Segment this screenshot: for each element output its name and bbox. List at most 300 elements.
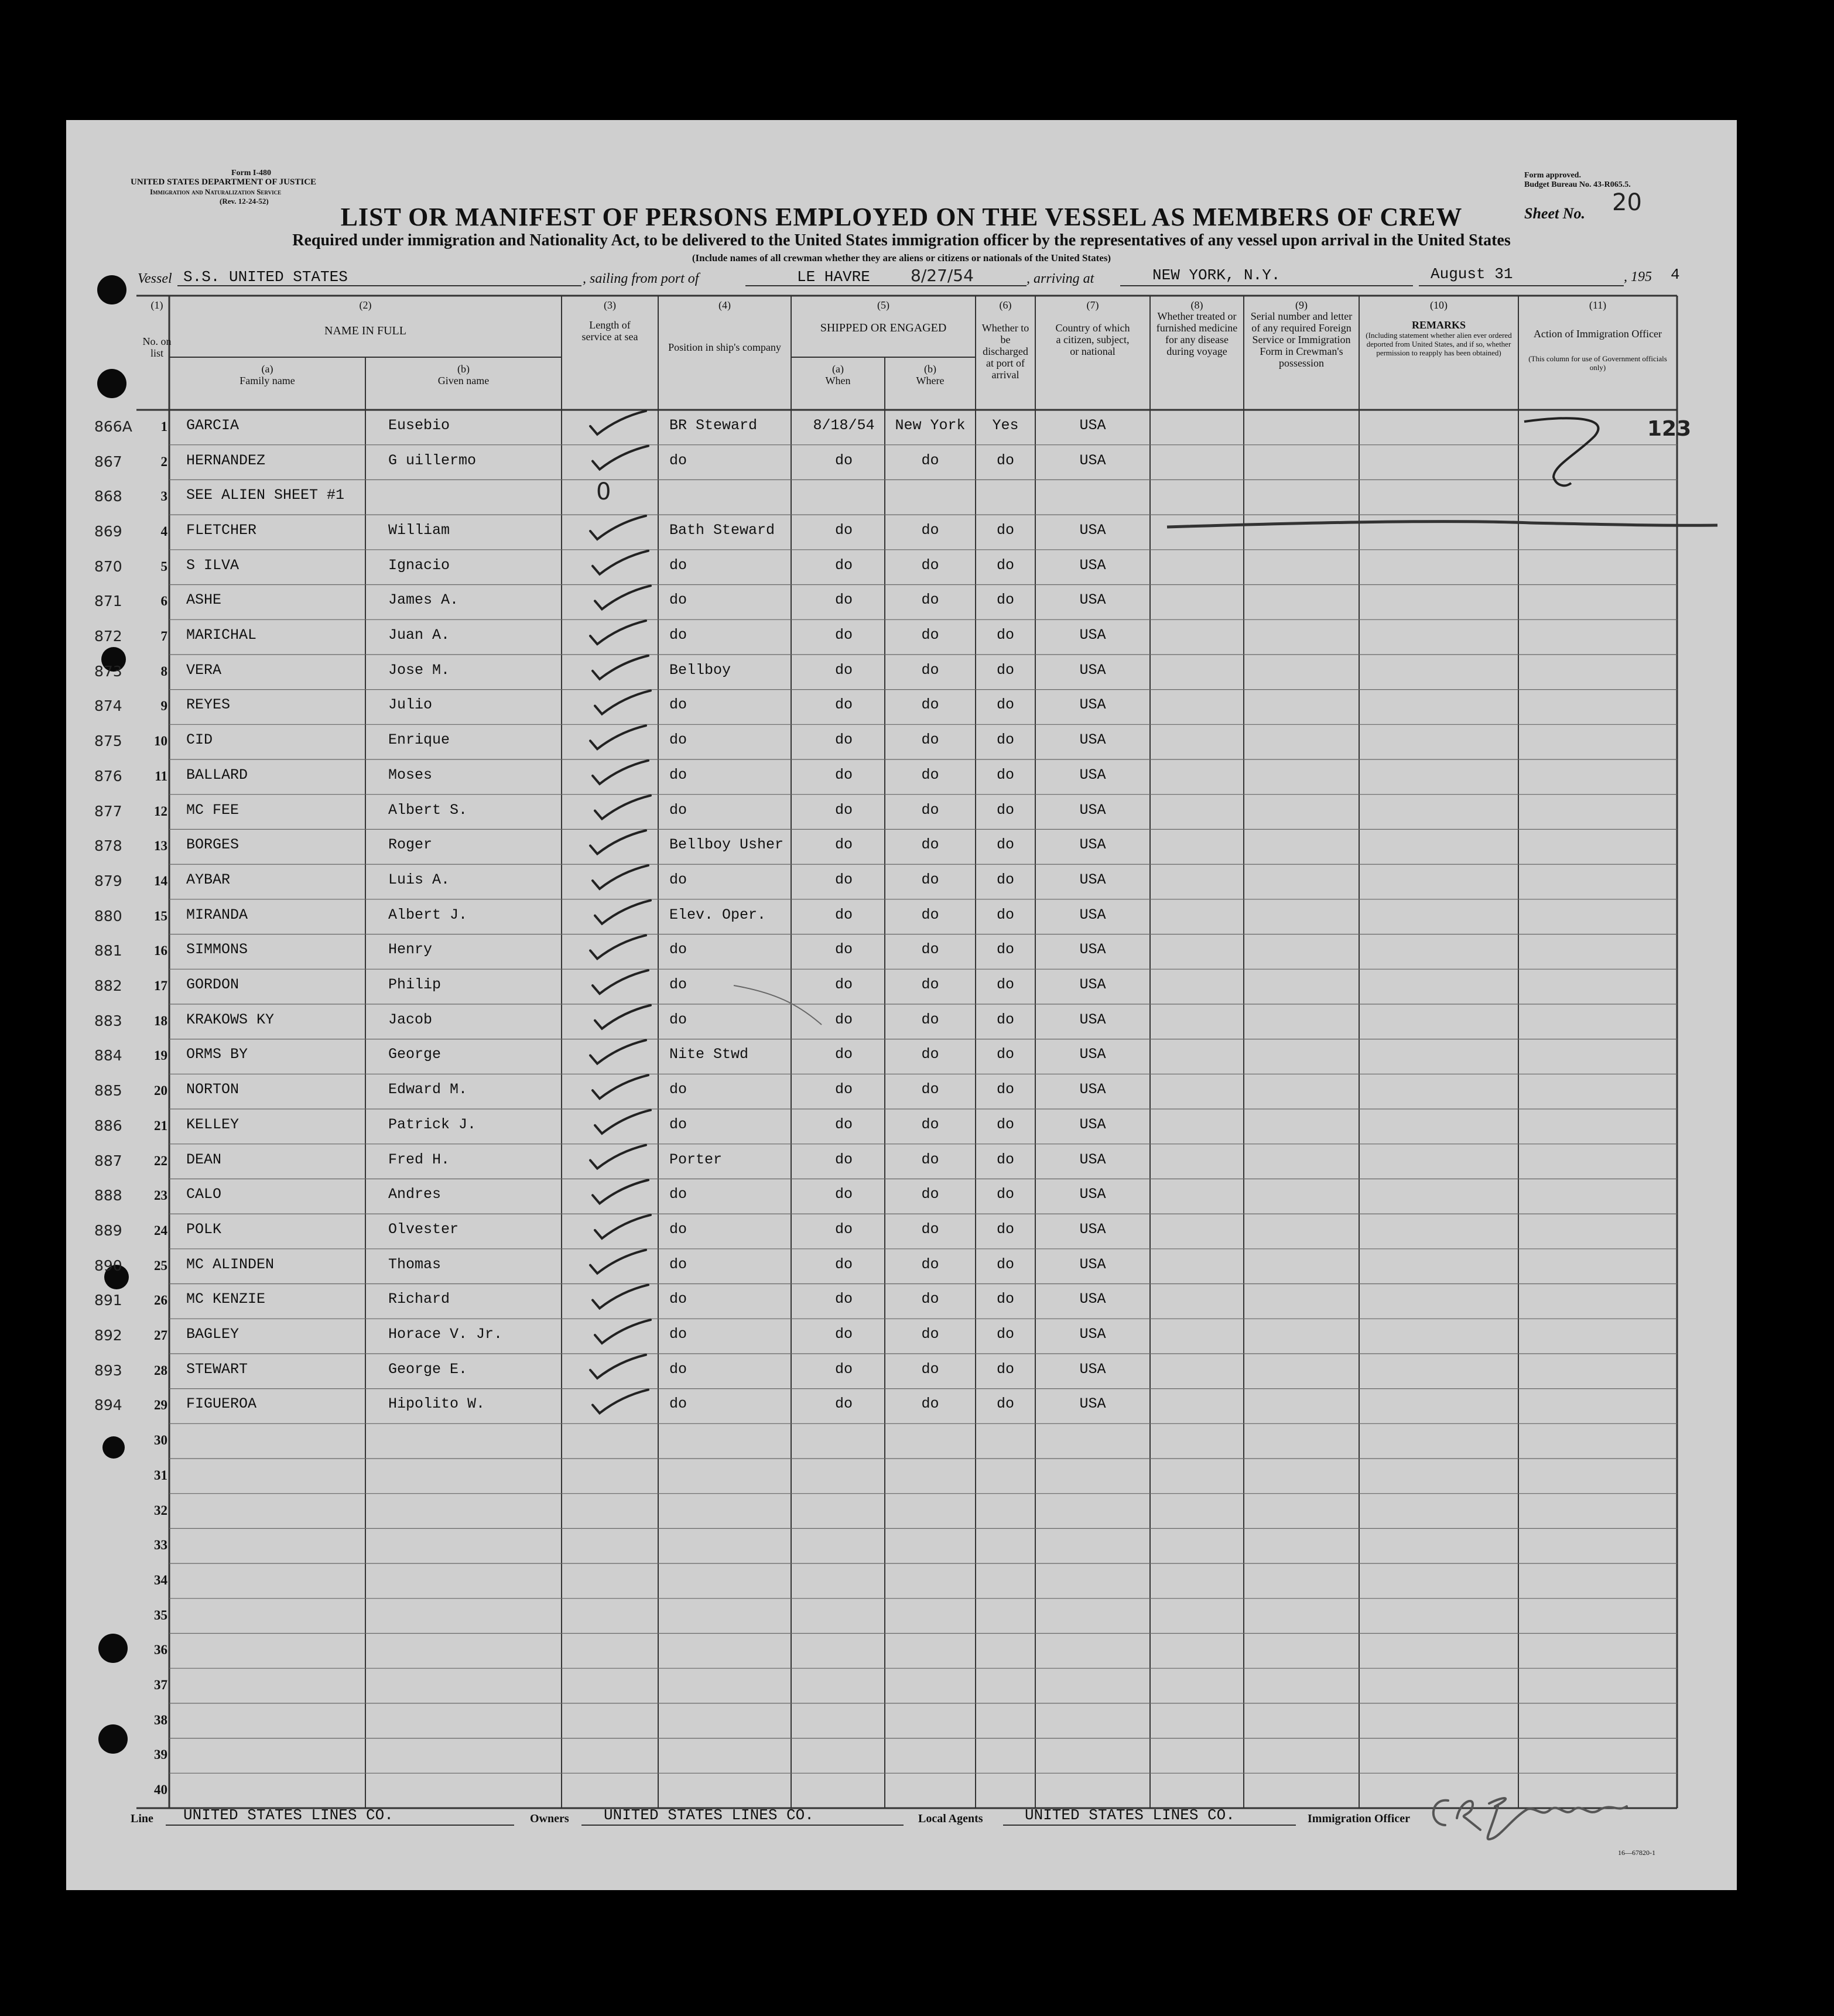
- row-number: 26: [154, 1293, 167, 1308]
- cell-where: do: [921, 976, 939, 994]
- cell-given: Ignacio: [388, 556, 450, 574]
- cell-given: Moses: [388, 766, 433, 783]
- cell-family: SEE ALIEN SHEET #1: [186, 487, 345, 504]
- cell-family: KRAKOWS KY: [186, 1011, 275, 1028]
- cell-discharged: do: [996, 696, 1014, 714]
- cell-where: do: [921, 696, 939, 714]
- cell-country: USA: [1079, 1186, 1106, 1203]
- col9-number: (9): [1295, 299, 1308, 311]
- cell-where: do: [921, 836, 939, 854]
- cell-family: CID: [186, 731, 213, 749]
- cell-given: Philip: [388, 976, 442, 994]
- cell-discharged: do: [996, 1291, 1014, 1308]
- row-number: 24: [154, 1223, 167, 1238]
- cell-where: New York: [895, 416, 966, 434]
- cell-position: do: [669, 1081, 687, 1098]
- row-number: 33: [154, 1538, 167, 1553]
- cell-when: do: [834, 766, 853, 783]
- col7-header: Country of which a citizen, subject, or national: [1055, 322, 1130, 357]
- cell-when: do: [834, 1115, 853, 1133]
- row-number: 11: [155, 768, 167, 783]
- cell-country: USA: [1079, 1115, 1106, 1133]
- cell-family: FLETCHER: [186, 521, 257, 539]
- cell-position: do: [669, 1395, 687, 1413]
- col10-header: REMARKS: [1411, 319, 1466, 331]
- margin-number: 872: [94, 628, 122, 645]
- row-number: 10: [154, 734, 167, 749]
- margin-number: 887: [94, 1152, 122, 1169]
- row-number: 2: [160, 454, 167, 469]
- line-label: Line: [131, 1812, 153, 1825]
- cell-position: do: [669, 1360, 687, 1378]
- cell-when: do: [834, 1011, 853, 1028]
- cell-discharged: do: [996, 1326, 1014, 1343]
- cell-position: do: [669, 556, 687, 574]
- row-number: 36: [154, 1642, 167, 1658]
- cell-discharged: do: [996, 1395, 1014, 1413]
- cell-given: James A.: [388, 591, 459, 609]
- margin-number: 880: [94, 907, 122, 925]
- margin-number: 894: [94, 1397, 122, 1414]
- row-number: 3: [160, 489, 167, 504]
- cell-position: do: [669, 1115, 687, 1133]
- cell-when: do: [834, 1360, 853, 1378]
- cell-where: do: [921, 591, 939, 609]
- cell-discharged: do: [996, 976, 1014, 994]
- cell-discharged: do: [996, 451, 1014, 469]
- form-instruction-note: (Include names of all crewman whether they are aliens or citizens or nationals of the United States): [692, 252, 1111, 263]
- length-mark-row3: 0: [596, 478, 611, 505]
- cell-given: Juan A.: [388, 627, 450, 644]
- cell-country: USA: [1079, 556, 1106, 574]
- cell-discharged: do: [996, 836, 1014, 854]
- cell-where: do: [921, 1291, 939, 1308]
- cell-given: George: [388, 1046, 442, 1063]
- cell-position: do: [669, 1255, 687, 1273]
- cell-when: 8/18/54: [813, 416, 875, 434]
- margin-number: 882: [94, 977, 122, 995]
- cell-position: do: [669, 731, 687, 749]
- col1-number: (1): [150, 299, 163, 311]
- col5a-header: (a) When: [825, 363, 851, 386]
- cell-position: do: [669, 1011, 687, 1028]
- col10-number: (10): [1430, 299, 1448, 311]
- cell-discharged: do: [996, 1186, 1014, 1203]
- cell-discharged: do: [996, 871, 1014, 888]
- cell-given: Hipolito W.: [388, 1395, 485, 1413]
- agents-value: UNITED STATES LINES CO.: [1025, 1806, 1235, 1824]
- cell-position: do: [669, 766, 687, 783]
- cell-family: GORDON: [186, 976, 239, 994]
- cell-discharged: do: [996, 906, 1014, 923]
- cell-given: Jacob: [388, 1011, 433, 1028]
- cell-where: do: [921, 731, 939, 749]
- cell-where: do: [921, 661, 939, 679]
- cell-when: do: [834, 1186, 853, 1203]
- cell-when: do: [834, 661, 853, 679]
- cell-given: Andres: [388, 1186, 442, 1203]
- cell-discharged: do: [996, 591, 1014, 609]
- margin-number: 885: [94, 1082, 122, 1100]
- cell-discharged: do: [996, 731, 1014, 749]
- row-number: 28: [154, 1363, 167, 1378]
- margin-number: 867: [94, 453, 122, 470]
- action-number-123: 123: [1647, 417, 1692, 441]
- margin-number: 890: [94, 1257, 122, 1274]
- cell-when: do: [834, 941, 853, 959]
- margin-number: 879: [94, 872, 122, 889]
- margin-number: 891: [94, 1292, 122, 1309]
- cell-where: do: [921, 906, 939, 923]
- agents-label: Local Agents: [918, 1812, 983, 1825]
- row-number: 13: [154, 838, 167, 854]
- col2-number: (2): [359, 299, 372, 311]
- cell-when: do: [834, 976, 853, 994]
- col7-number: (7): [1086, 299, 1099, 311]
- cell-given: Edward M.: [388, 1081, 468, 1098]
- col3-number: (3): [604, 299, 616, 311]
- sailing-date: 8/27/54: [911, 266, 974, 285]
- vessel-label: Vessel: [138, 271, 172, 286]
- margin-number: 870: [94, 557, 122, 575]
- cell-family: BALLARD: [186, 766, 248, 783]
- cell-discharged: do: [996, 801, 1014, 819]
- cell-discharged: do: [996, 941, 1014, 959]
- cell-position: Bath Steward: [669, 521, 775, 539]
- cell-position: do: [669, 1186, 687, 1203]
- cell-when: do: [834, 1220, 853, 1238]
- cell-family: VERA: [186, 661, 222, 679]
- cell-where: do: [921, 556, 939, 574]
- cell-country: USA: [1079, 766, 1106, 783]
- cell-where: do: [921, 766, 939, 783]
- margin-number: 873: [94, 662, 122, 680]
- line-value: UNITED STATES LINES CO.: [183, 1806, 394, 1824]
- cell-country: USA: [1079, 801, 1106, 819]
- cell-country: USA: [1079, 906, 1106, 923]
- arriving-label: , arriving at: [1027, 271, 1094, 286]
- cell-given: Enrique: [388, 731, 450, 749]
- col3-header: Length of service at sea: [581, 319, 638, 343]
- cell-family: STEWART: [186, 1360, 248, 1378]
- cell-discharged: do: [996, 1081, 1014, 1098]
- cell-country: USA: [1079, 696, 1106, 714]
- cell-family: ORMS BY: [186, 1046, 248, 1063]
- cell-family: BORGES: [186, 836, 239, 854]
- margin-number: 892: [94, 1327, 122, 1344]
- row-number: 32: [154, 1502, 167, 1518]
- cell-where: do: [921, 1081, 939, 1098]
- cell-family: DEAN: [186, 1151, 222, 1168]
- margin-number: 878: [94, 837, 122, 855]
- cell-given: Albert S.: [388, 801, 468, 819]
- cell-when: do: [834, 1291, 853, 1308]
- col10-note: (Including statement whether alien ever ordered deported from United States, and if so, whether permission to reapply has been obtained): [1366, 331, 1512, 357]
- cell-family: MC ALINDEN: [186, 1255, 275, 1273]
- cell-where: do: [921, 1360, 939, 1378]
- margin-number: 881: [94, 942, 122, 960]
- approval-note: Form approved.: [1524, 171, 1581, 180]
- cell-country: USA: [1079, 1046, 1106, 1063]
- cell-when: do: [834, 451, 853, 469]
- arrival-port: NEW YORK, N.Y.: [1152, 266, 1281, 284]
- cell-where: do: [921, 521, 939, 539]
- owners-label: Owners: [530, 1812, 569, 1825]
- cell-discharged: do: [996, 1115, 1014, 1133]
- margin-number: 888: [94, 1187, 122, 1204]
- row-number: 5: [160, 559, 167, 574]
- row-number: 8: [160, 663, 167, 679]
- cell-family: MARICHAL: [186, 627, 257, 644]
- margin-number: 886: [94, 1117, 122, 1134]
- cell-family: BAGLEY: [186, 1326, 239, 1343]
- row-number: 7: [160, 629, 167, 644]
- row-number: 31: [154, 1467, 167, 1483]
- cell-discharged: do: [996, 1046, 1014, 1063]
- cell-where: do: [921, 1326, 939, 1343]
- cell-country: USA: [1079, 1011, 1106, 1028]
- departure-port: LE HAVRE: [797, 268, 870, 286]
- row-number: 29: [154, 1398, 167, 1413]
- cell-position: do: [669, 1326, 687, 1343]
- cell-country: USA: [1079, 1291, 1106, 1308]
- cell-country: USA: [1079, 451, 1106, 469]
- cell-where: do: [921, 1186, 939, 1203]
- row-number: 15: [154, 908, 167, 923]
- cell-position: Nite Stwd: [669, 1046, 749, 1063]
- cell-given: Fred H.: [388, 1151, 450, 1168]
- row-number: 22: [154, 1153, 167, 1168]
- col5-header: SHIPPED OR ENGAGED: [820, 321, 947, 334]
- cell-given: Henry: [388, 941, 433, 959]
- margin-number: 868: [94, 488, 122, 505]
- row-number: 38: [154, 1712, 167, 1727]
- margin-number: 883: [94, 1012, 122, 1029]
- revision-date: (Rev. 12-24-52): [220, 197, 269, 206]
- cell-when: do: [834, 591, 853, 609]
- cell-country: USA: [1079, 731, 1106, 749]
- cell-when: do: [834, 836, 853, 854]
- col4-header: Position in ship's company: [668, 341, 781, 353]
- cell-given: William: [388, 521, 450, 539]
- cell-family: ASHE: [186, 591, 222, 609]
- row-number: 12: [154, 803, 167, 819]
- row-number: 25: [154, 1258, 167, 1273]
- row-number: 23: [154, 1188, 167, 1203]
- margin-number: 893: [94, 1361, 122, 1379]
- cell-discharged: do: [996, 1255, 1014, 1273]
- cell-when: do: [834, 1081, 853, 1098]
- margin-number: 875: [94, 733, 122, 750]
- cell-where: do: [921, 1151, 939, 1168]
- cell-where: do: [921, 1255, 939, 1273]
- col8-number: (8): [1190, 299, 1203, 311]
- cell-when: do: [834, 801, 853, 819]
- cell-when: do: [834, 1151, 853, 1168]
- col11-number: (11): [1589, 299, 1607, 311]
- form-title: LIST OR MANIFEST OF PERSONS EMPLOYED ON THE VESSEL AS MEMBERS OF CREW: [340, 203, 1463, 231]
- col9-header: Serial number and letter of any required Foreign Service or Immigration Form in Crewman's possession: [1250, 310, 1353, 369]
- row-number: 34: [154, 1572, 167, 1587]
- cell-country: USA: [1079, 1255, 1106, 1273]
- col2a-header: (a) Family name: [239, 363, 295, 386]
- cell-discharged: do: [996, 1220, 1014, 1238]
- cell-country: USA: [1079, 591, 1106, 609]
- cell-family: MC FEE: [186, 801, 239, 819]
- cell-where: do: [921, 627, 939, 644]
- cell-given: Roger: [388, 836, 433, 854]
- row-number: 6: [160, 594, 167, 609]
- owners-value: UNITED STATES LINES CO.: [604, 1806, 814, 1824]
- col11-header: Action of Immigration Officer: [1533, 328, 1662, 340]
- cell-when: do: [834, 696, 853, 714]
- cell-given: Luis A.: [388, 871, 450, 888]
- row-number: 35: [154, 1607, 167, 1623]
- cell-position: BR Steward: [669, 416, 758, 434]
- cell-given: Thomas: [388, 1255, 442, 1273]
- sailing-label: , sailing from port of: [583, 271, 699, 286]
- cell-when: do: [834, 521, 853, 539]
- row-number: 14: [154, 873, 167, 888]
- cell-discharged: do: [996, 1011, 1014, 1028]
- cell-family: AYBAR: [186, 871, 231, 888]
- margin-number: 869: [94, 522, 122, 540]
- cell-position: do: [669, 941, 687, 959]
- cell-when: do: [834, 906, 853, 923]
- cell-given: Horace V. Jr.: [388, 1326, 503, 1343]
- cell-position: do: [669, 801, 687, 819]
- cell-family: MC KENZIE: [186, 1291, 266, 1308]
- row-number: 21: [154, 1118, 167, 1133]
- cell-position: Bellboy: [669, 661, 731, 679]
- cell-family: CALO: [186, 1186, 222, 1203]
- cell-given: Albert J.: [388, 906, 468, 923]
- row-number: 20: [154, 1083, 167, 1098]
- cell-family: S ILVA: [186, 556, 239, 574]
- cell-family: POLK: [186, 1220, 222, 1238]
- officer-signature: [1425, 1783, 1671, 1853]
- col4-number: (4): [718, 299, 731, 311]
- year-digit: 4: [1671, 266, 1680, 283]
- cell-position: do: [669, 871, 687, 888]
- cell-position: do: [669, 1220, 687, 1238]
- cell-given: Olvester: [388, 1220, 459, 1238]
- row-number: 37: [154, 1678, 167, 1693]
- margin-number: 866A: [94, 417, 132, 435]
- cell-when: do: [834, 556, 853, 574]
- row-number: 9: [160, 699, 167, 714]
- cell-country: USA: [1079, 1326, 1106, 1343]
- cell-country: USA: [1079, 1395, 1106, 1413]
- sheet-label: Sheet No.: [1524, 205, 1585, 222]
- cell-given: Eusebio: [388, 416, 450, 434]
- margin-number: 871: [94, 593, 122, 610]
- col5b-header: (b) Where: [916, 363, 945, 386]
- cell-country: USA: [1079, 416, 1106, 434]
- cell-when: do: [834, 871, 853, 888]
- cell-position: do: [669, 976, 687, 994]
- col6-header: Whether to be discharged at port of arrival: [981, 322, 1029, 381]
- row-number: 19: [154, 1048, 167, 1063]
- cell-family: HERNANDEZ: [186, 451, 266, 469]
- cell-when: do: [834, 1255, 853, 1273]
- cell-position: do: [669, 1291, 687, 1308]
- cell-where: do: [921, 1220, 939, 1238]
- cell-country: USA: [1079, 1360, 1106, 1378]
- cell-country: USA: [1079, 836, 1106, 854]
- margin-number: 874: [94, 697, 122, 715]
- col2-header: NAME IN FULL: [324, 324, 406, 337]
- sheet-number: 20: [1612, 189, 1642, 216]
- cell-position: do: [669, 591, 687, 609]
- cell-where: do: [921, 1011, 939, 1028]
- cell-country: USA: [1079, 941, 1106, 959]
- margin-number: 889: [94, 1221, 122, 1239]
- margin-number: 884: [94, 1047, 122, 1065]
- cell-given: George E.: [388, 1360, 468, 1378]
- vessel-name: S.S. UNITED STATES: [183, 268, 348, 286]
- form-subtitle: Required under immigration and Nationality Act, to be delivered to the United States immigration officer by the representatives of any vessel upon arrival in the United States: [292, 231, 1511, 249]
- cell-where: do: [921, 801, 939, 819]
- cell-discharged: do: [996, 766, 1014, 783]
- cell-position: do: [669, 627, 687, 644]
- row-number: 39: [154, 1747, 167, 1762]
- row-number: 40: [154, 1782, 167, 1798]
- cell-when: do: [834, 1326, 853, 1343]
- department-name: UNITED STATES DEPARTMENT OF JUSTICE: [131, 177, 317, 187]
- row-number: 27: [154, 1328, 167, 1343]
- col2b-header: (b) Given name: [437, 363, 490, 386]
- cell-country: USA: [1079, 627, 1106, 644]
- cell-when: do: [834, 1395, 853, 1413]
- cell-given: Julio: [388, 696, 433, 714]
- cell-family: KELLEY: [186, 1115, 239, 1133]
- cell-discharged: do: [996, 521, 1014, 539]
- col8-header: Whether treated or furnished medicine for any disease during voyage: [1156, 310, 1238, 357]
- cell-discharged: do: [996, 1360, 1014, 1378]
- cell-where: do: [921, 941, 939, 959]
- cell-where: do: [921, 1395, 939, 1413]
- form-number: Form I-480: [231, 169, 272, 177]
- cell-country: USA: [1079, 1081, 1106, 1098]
- cell-when: do: [834, 1046, 853, 1063]
- col1-header: No. on list: [142, 336, 172, 359]
- footer-underlines: [66, 120, 1737, 1890]
- budget-bureau-number: Budget Bureau No. 43-R065.5.: [1524, 180, 1631, 189]
- cell-family: MIRANDA: [186, 906, 248, 923]
- cell-position: do: [669, 451, 687, 469]
- cell-discharged: do: [996, 627, 1014, 644]
- col5-number: (5): [877, 299, 889, 311]
- cell-family: FIGUEROA: [186, 1395, 257, 1413]
- cell-position: do: [669, 696, 687, 714]
- cell-discharged: do: [996, 661, 1014, 679]
- cell-family: GARCIA: [186, 416, 239, 434]
- cell-when: do: [834, 627, 853, 644]
- arrival-date: August 31: [1431, 265, 1513, 283]
- cell-country: USA: [1079, 871, 1106, 888]
- cell-position: Porter: [669, 1151, 723, 1168]
- row-number: 30: [154, 1433, 167, 1448]
- cell-when: do: [834, 731, 853, 749]
- cell-country: USA: [1079, 1220, 1106, 1238]
- cell-country: USA: [1079, 976, 1106, 994]
- col11-note: (This column for use of Government officials only): [1528, 354, 1667, 372]
- cell-position: Elev. Oper.: [669, 906, 767, 923]
- margin-number: 877: [94, 802, 122, 820]
- cell-country: USA: [1079, 661, 1106, 679]
- cell-country: USA: [1079, 521, 1106, 539]
